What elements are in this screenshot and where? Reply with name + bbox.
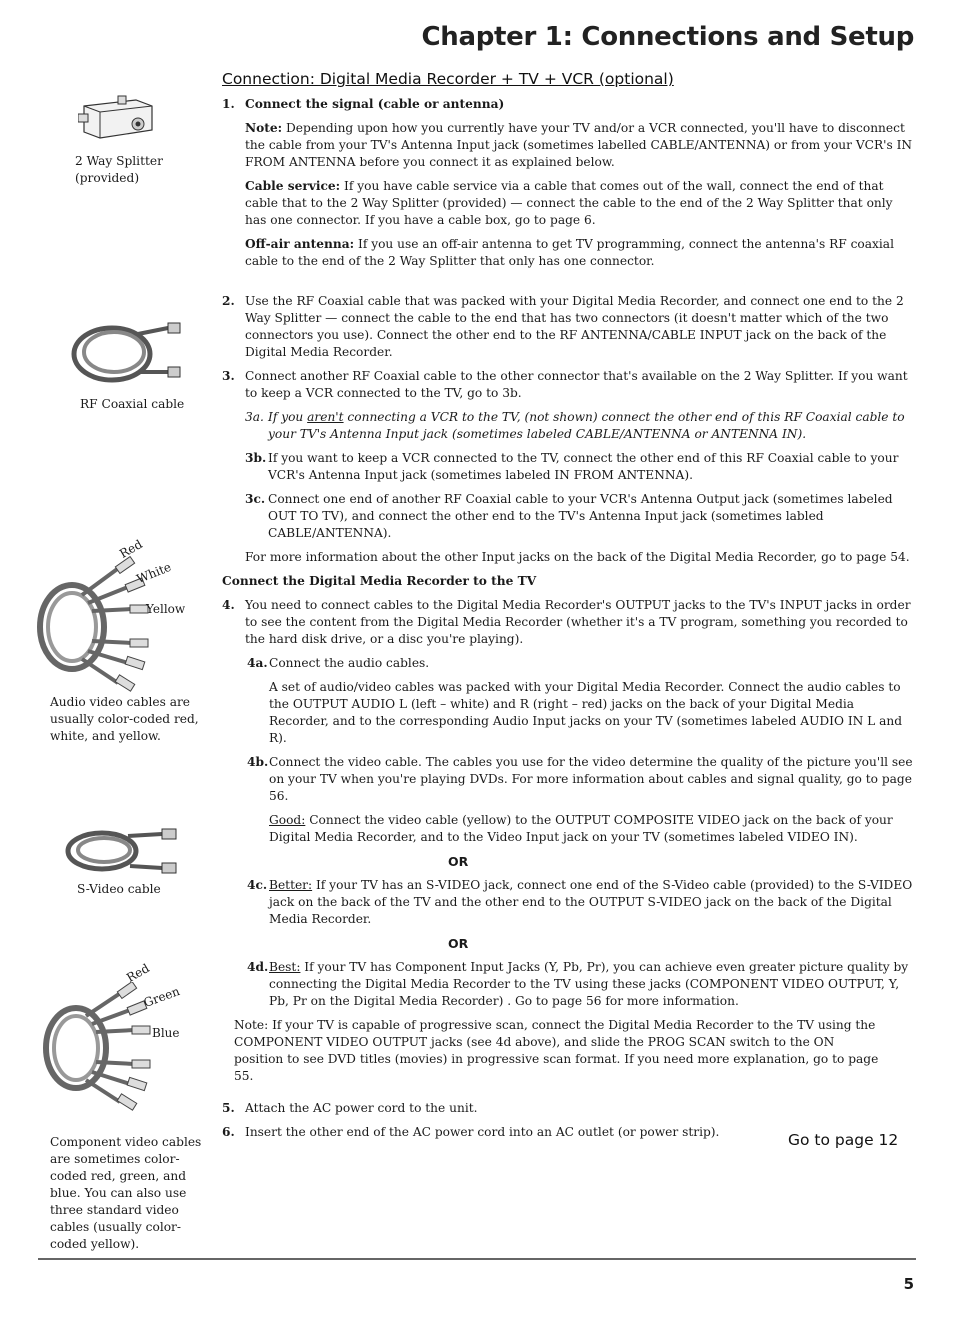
av-label-yellow: Yellow [146, 602, 186, 616]
goto-page-link[interactable]: Go to page 12 [788, 1131, 899, 1149]
component-caption: Component video cables are sometimes color- coded red, green, and blue. You can also use three standard video cables (usually color- coded yellow). [50, 1135, 202, 1251]
comp-label-blue: Blue [152, 1026, 180, 1040]
step-4c: 4c. Better: If your TV has an S-VIDEO jack, connect one end of the S-Video cable (provided) to the S-VIDEO jack on the back of the TV and the other end to the OUTPUT S-VIDEO jack on the back of the Digital Media Recorder. [247, 878, 913, 926]
splitter-illustration [78, 92, 158, 144]
section-title: Connection: Digital Media Recorder + TV + VCR (optional) [222, 70, 674, 88]
dmr-to-tv-heading: Connect the Digital Media Recorder to the TV [222, 574, 537, 588]
step-2: 2. Use the RF Coaxial cable that was packed with your Digital Media Recorder, and connect one end to the 2 Way Splitter — connect the cable to the end that has two connectors (it doesn't matter which of the two connectors you use). Connect the other end to the RF ANTENNA/CABLE INPUT jack on the back of the Digital Media Recorder. [222, 294, 904, 359]
comp-label-red: Red [124, 960, 152, 986]
step-5: 5. Attach the AC power cord to the unit. [222, 1101, 478, 1115]
or-divider: OR [448, 936, 469, 951]
step-1-off-air: Off-air antenna: If you use an off-air antenna to get TV programming, connect the antenna's RF coaxial cable to the end of the 2 Way Splitter that only has one connector. [245, 237, 894, 268]
step-4b-good: Good: Connect the video cable (yellow) to the OUTPUT COMPOSITE VIDEO jack on the back of your Digital Media Recorder, and to the Video Input jack on your TV (sometimes labeled VIDEO IN). [269, 813, 893, 844]
rf-caption: RF Coaxial cable [80, 397, 185, 411]
step-3b: 3b. If you want to keep a VCR connected to the TV, connect the other end of this RF Coaxial cable to your VCR's Antenna Input jack (sometimes labeled IN FROM ANTENNA). [245, 451, 899, 482]
or-divider: OR [448, 854, 469, 869]
step-3: 3. Connect another RF Coaxial cable to the other connector that's available on the 2 Way Splitter. If you want to keep a VCR connected to the TV, go to 3b. [222, 369, 908, 400]
av-label-red: Red [117, 536, 145, 562]
step-1: 1. Connect the signal (cable or antenna) [222, 97, 505, 111]
av-caption: Audio video cables are usually color-coded red, white, and yellow. [50, 695, 199, 743]
svideo-cable-illustration [62, 826, 182, 876]
step-3a: 3a. If you aren't connecting a VCR to the TV, (not shown) connect the other end of this RF Coaxial cable to your TV's Antenna Input jack (sometimes labeled CABLE/ANTENNA or ANTENNA IN). [245, 410, 905, 441]
footer-divider [38, 1258, 916, 1260]
step-4a: 4a. Connect the audio cables. [247, 656, 430, 670]
step-3-more-info: For more information about the other Input jacks on the back of the Digital Media Recorder, go to page 54. [245, 550, 910, 564]
step-4a-detail: A set of audio/video cables was packed with your Digital Media Recorder. Connect the audio cables to the OUTPUT AUDIO L (left – white) and R (right – red) jacks on the back of your Digital Media Recorder, and to the corresponding Audio Input jacks on your TV (sometimes labeled AUDIO IN L and R). [269, 680, 903, 745]
progressive-scan-note: Note: If your TV is capable of progressive scan, connect the Digital Media Recorder to the TV using the COMPONENT VIDEO OUTPUT jacks (see 4d above), and slide the PROG SCAN switch to the ON position to see DVD titles (movies) in progressive scan format. If you need more explanation, go to page 55. [234, 1018, 879, 1083]
step-4: 4. You need to connect cables to the Digital Media Recorder's OUTPUT jacks to the TV's INPUT jacks in order to see the content from the Digital Media Recorder (whether it's a TV program, something you recorded to the hard disk drive, or a disc you're playing). [222, 598, 911, 646]
step-6: 6. Insert the other end of the AC power cord into an AC outlet (or power strip). [222, 1125, 720, 1139]
splitter-caption: 2 Way Splitter (provided) [75, 154, 163, 185]
comp-label-green: Green [141, 984, 182, 1010]
page-number: 5 [903, 1275, 914, 1293]
av-label-white: White [134, 559, 174, 587]
step-1-note: Note: Depending upon how you currently have your TV and/or a VCR connected, you'll have to disconnect the cable from your TV's Antenna Input jack (sometimes labelled CABLE/ANTENNA) or from your VCR's IN FROM ANTENNA before you connect it as explained below. [245, 121, 913, 169]
step-4b: 4b. Connect the video cable. The cables you use for the video determine the quality of the picture you'll see on your TV when you're playing DVDs. For more information about cables and signal quality, go to page 56. [247, 755, 913, 803]
svideo-caption: S-Video cable [77, 882, 161, 896]
step-4d: 4d. Best: If your TV has Component Input Jacks (Y, Pb, Pr), you can achieve even greater picture quality by connecting the Digital Media Recorder to the TV using these jacks (COMPONENT VIDEO OUTPUT, Y, Pb, Pr on the Digital Media Recorder) . Go to page 56 for more information. [247, 960, 909, 1008]
step-1-cable-service: Cable service: If you have cable service via a cable that comes out of the wall, connect the end of that cable that to the 2 Way Splitter (provided) — connect the cable to the end of the 2 Way Splitter that only has one connector. If you have a cable box, go to page 6. [245, 179, 893, 227]
step-3c: 3c. Connect one end of another RF Coaxial cable to your VCR's Antenna Output jack (sometimes labeled OUT TO TV), and connect the other end to the TV's Antenna Input jack (sometimes labled CABLE/ANTENNA). [245, 492, 893, 540]
instructions [222, 96, 916, 1141]
chapter-title: Chapter 1: Connections and Setup [421, 22, 914, 52]
rf-cable-illustration [68, 318, 188, 388]
